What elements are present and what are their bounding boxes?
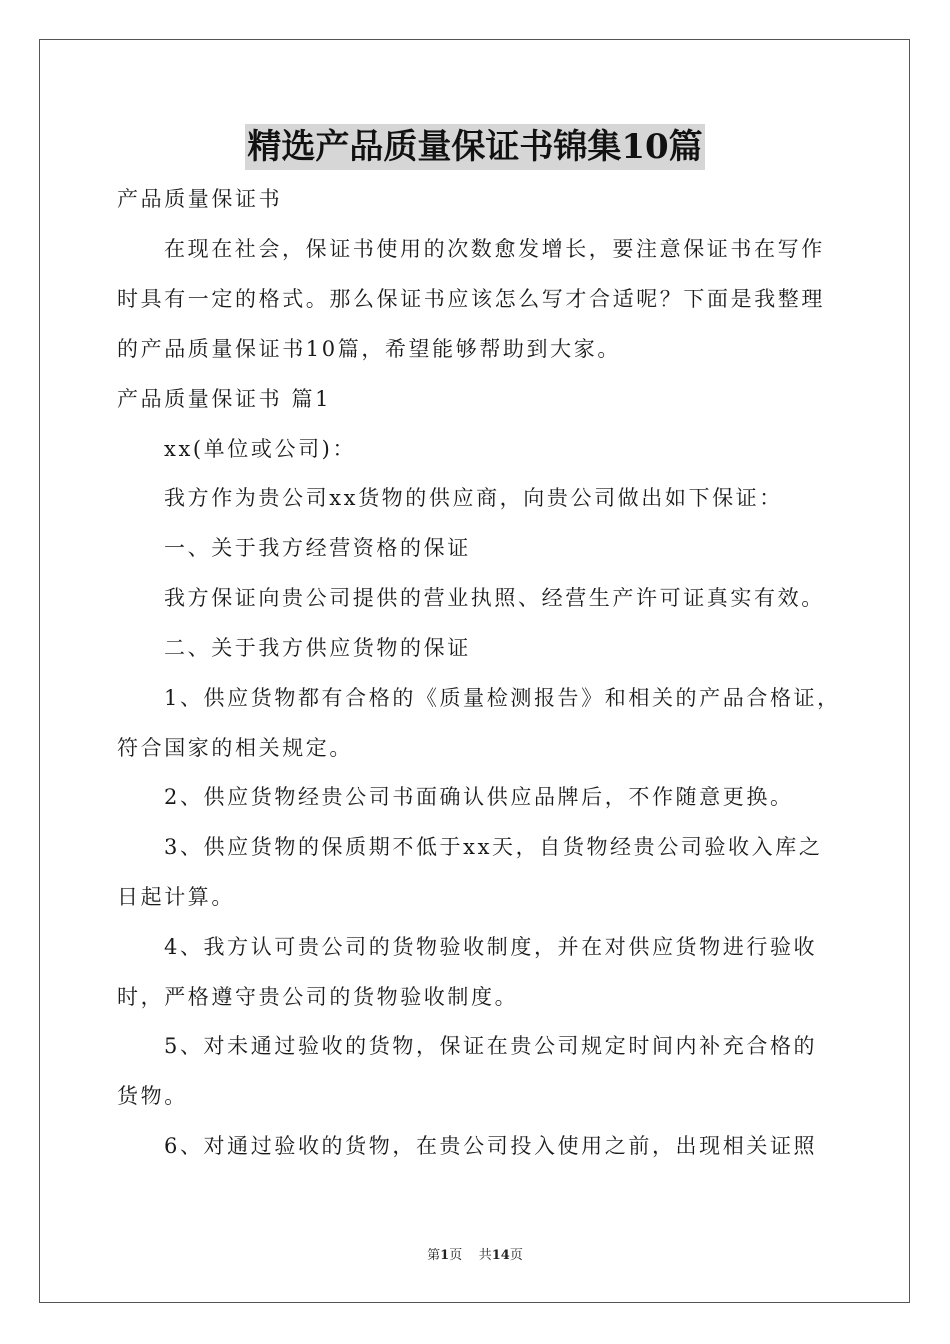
list-item-line: 5、对未通过验收的货物，保证在贵公司规定时间内补充合格的 bbox=[164, 1034, 818, 1058]
total-prefix: 共 bbox=[478, 1248, 492, 1263]
section-heading: 产品质量保证书 篇1 bbox=[117, 387, 332, 411]
title-container bbox=[0, 124, 950, 170]
document-title: 精选产品质量保证书锦集10篇 bbox=[245, 124, 704, 170]
list-item-line: 货物。 bbox=[117, 1084, 188, 1108]
paragraph-line: 在现在社会，保证书使用的次数愈发增长，要注意保证书在写作 bbox=[164, 237, 825, 261]
page-prefix: 第 bbox=[427, 1248, 441, 1263]
subheading-line: 一、关于我方经营资格的保证 bbox=[164, 536, 471, 560]
paragraph-line: 我方保证向贵公司提供的营业执照、经营生产许可证真实有效。 bbox=[164, 586, 825, 610]
page-footer bbox=[0, 1247, 950, 1265]
paragraph-line: 我方作为贵公司xx货物的供应商，向贵公司做出如下保证： bbox=[164, 486, 783, 510]
list-item-line: 符合国家的相关规定。 bbox=[117, 736, 353, 760]
subheading-line: 二、关于我方供应货物的保证 bbox=[164, 636, 471, 660]
list-item-line: 3、供应货物的保质期不低于xx天，自货物经贵公司验收入库之 bbox=[164, 835, 823, 859]
list-item-line: 日起计算。 bbox=[117, 885, 235, 909]
list-item-line: 时，严格遵守贵公司的货物验收制度。 bbox=[117, 985, 519, 1009]
salutation-line: xx(单位或公司)： bbox=[164, 437, 357, 461]
paragraph-line: 时具有一定的格式。那么保证书应该怎么写才合适呢？下面是我整理 bbox=[117, 287, 825, 311]
list-item-line: 6、对通过验收的货物，在贵公司投入使用之前，出现相关证照 bbox=[164, 1134, 818, 1158]
section-heading: 产品质量保证书 bbox=[117, 187, 283, 211]
page-suffix: 页 bbox=[449, 1248, 463, 1263]
list-item-line: 4、我方认可贵公司的货物验收制度，并在对供应货物进行验收 bbox=[164, 935, 818, 959]
list-item-line: 2、供应货物经贵公司书面确认供应品牌后，不作随意更换。 bbox=[164, 785, 794, 809]
total-pages: 14 bbox=[491, 1248, 510, 1263]
list-item-line: 1、供应货物都有合格的《质量检测报告》和相关的产品合格证， bbox=[164, 686, 841, 710]
page-number: 1 bbox=[440, 1248, 450, 1263]
paragraph-line: 的产品质量保证书10篇，希望能够帮助到大家。 bbox=[117, 337, 621, 361]
total-suffix: 页 bbox=[509, 1248, 523, 1263]
page-border bbox=[39, 39, 910, 1303]
